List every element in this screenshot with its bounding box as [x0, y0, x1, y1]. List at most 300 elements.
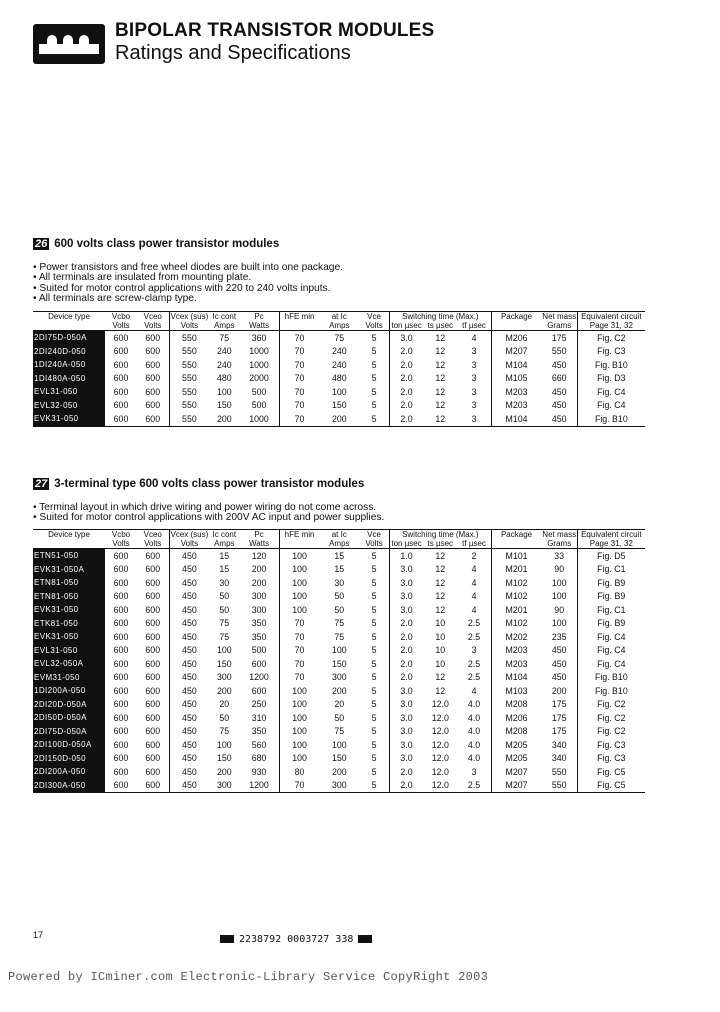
cell-ton: 2.0 [389, 399, 423, 413]
cell-hfe-min: 70 [279, 345, 319, 359]
cell-device-type: 2DI75D-050A [33, 725, 105, 739]
cell-ton: 2.0 [389, 671, 423, 685]
cell-at-ic: 200 [331, 766, 347, 777]
col-header-net-mass: Net mass [542, 312, 577, 321]
cell-pc: 600 [251, 685, 267, 696]
cell-mass: 90 [554, 604, 565, 615]
table-row [33, 684, 645, 698]
cell-tf: 3 [471, 766, 477, 777]
cell-package: M102 [491, 617, 541, 631]
cell-device-type: ETN51-050 [33, 549, 105, 563]
cell-ts: 10 [435, 658, 446, 669]
cell-package: M102 [491, 590, 541, 604]
bullet: • All terminals are insulated from mounting plate. [33, 273, 683, 283]
cell-device-type: ETN81-050 [33, 590, 105, 604]
cell-vceo: 600 [145, 658, 161, 669]
cell-device-type: EVL32-050 [33, 399, 105, 413]
cell-hfe-min: 100 [279, 603, 319, 617]
cell-at-ic: 15 [334, 564, 345, 575]
col-header-equivalent-circuit: Equivalent circuit [578, 530, 645, 540]
cell-ic: 50 [219, 604, 230, 615]
cell-vcex: 450 [169, 603, 209, 617]
cell-tf: 4.0 [467, 699, 481, 710]
cell-hfe-min: 70 [279, 399, 319, 413]
section-2-title: 3-terminal type 600 volts class power transistor modules [54, 478, 365, 490]
cell-ton: 3.0 [389, 603, 423, 617]
table-row [33, 358, 645, 372]
cell-pc: 300 [251, 604, 267, 615]
cell-mass: 175 [551, 332, 567, 343]
col-header-at-ic: at Ic [319, 312, 359, 322]
cell-ic: 200 [216, 766, 232, 777]
cell-package: M203 [491, 644, 541, 658]
cell-package: M201 [491, 603, 541, 617]
table-row [33, 644, 645, 658]
cell-mass: 175 [551, 699, 567, 710]
cell-pc: 200 [251, 577, 267, 588]
cell-hfe-min: 70 [279, 412, 319, 426]
cell-vcex: 450 [169, 711, 209, 725]
cell-equivalent-circuit: Fig. C2 [578, 725, 645, 739]
cell-vce: 5 [371, 332, 377, 343]
cell-vceo: 600 [145, 386, 161, 397]
cell-vce: 5 [371, 386, 377, 397]
cell-at-ic: 200 [331, 685, 347, 696]
cell-vcbo: 600 [113, 577, 129, 588]
cell-at-ic: 200 [319, 412, 359, 426]
cell-package: M101 [491, 549, 541, 563]
cell-mass: 100 [551, 618, 567, 629]
cell-hfe-min: 70 [279, 779, 319, 793]
section-2-heading [33, 478, 364, 490]
col-unit-pc: Watts [239, 321, 279, 331]
cell-ic: 100 [216, 739, 232, 750]
cell-mass: 235 [551, 631, 567, 642]
cell-vcbo: 600 [113, 645, 129, 656]
cell-vcbo: 600 [113, 591, 129, 602]
cell-ic: 75 [219, 618, 230, 629]
cell-ts: 12 [435, 359, 446, 370]
cell-tf: 4 [471, 564, 477, 575]
cell-package: M205 [491, 752, 541, 766]
cell-ton: 3.0 [389, 752, 423, 766]
cell-package: M201 [491, 563, 541, 577]
cell-ic: 30 [219, 577, 230, 588]
cell-ts: 12 [435, 564, 446, 575]
col-unit-vceo: Volts [137, 539, 169, 549]
cell-hfe-min: 70 [279, 630, 319, 644]
cell-vceo: 600 [145, 685, 161, 696]
cell-device-type: 2DI50D-050A [33, 711, 105, 725]
section-1-title: 600 volts class power transistor modules [54, 238, 280, 250]
cell-vce: 5 [371, 346, 377, 357]
cell-ic: 150 [216, 400, 232, 411]
cell-pc: 1200 [249, 672, 269, 683]
cell-hfe-min: 100 [279, 684, 319, 698]
cell-vce: 5 [371, 672, 377, 683]
cell-at-ic: 150 [331, 400, 347, 411]
table-row [33, 698, 645, 712]
cell-device-type: 2DI75D-050A [33, 331, 105, 345]
cell-ts: 12 [435, 386, 446, 397]
col-header-device-type: Device type [33, 530, 105, 540]
table-row [33, 372, 645, 386]
cell-equivalent-circuit: Fig. D3 [578, 372, 645, 386]
cell-vce: 5 [371, 359, 377, 370]
cell-device-type: EVK31-050 [33, 603, 105, 617]
cell-equivalent-circuit: Fig. C3 [578, 738, 645, 752]
cell-pc: 500 [251, 386, 267, 397]
cell-vcex: 550 [169, 385, 209, 399]
col-unit-at-ic: Amps [319, 321, 359, 331]
cell-device-type: EVM31-050 [33, 671, 105, 685]
barcode-line [215, 934, 377, 945]
page-subtitle: Ratings and Specifications [115, 42, 351, 64]
cell-device-type: 2DI200A-050 [33, 765, 105, 779]
cell-equivalent-circuit: Fig. C4 [578, 399, 645, 413]
cell-pc: 1000 [239, 412, 279, 426]
cell-device-type: 1DI240A-050 [33, 358, 105, 372]
table-row [33, 630, 645, 644]
cell-at-ic: 75 [334, 332, 345, 343]
cell-ts: 12.0 [423, 779, 457, 793]
cell-vce: 5 [371, 564, 377, 575]
cell-pc: 500 [251, 645, 267, 656]
col-header-ic: Ic cont [209, 530, 239, 540]
cell-equivalent-circuit: Fig. B9 [578, 576, 645, 590]
cell-pc: 600 [251, 658, 267, 669]
col-header-at-ic: at Ic [319, 530, 359, 540]
cell-vce: 5 [371, 591, 377, 602]
table-row [33, 711, 645, 725]
footer-copyright: Powered by ICminer.com Electronic-Library Service CopyRight 2003 [8, 970, 489, 984]
cell-mass: 100 [551, 577, 567, 588]
col-unit-equivalent-circuit: Page 31, 32 [578, 539, 645, 549]
cell-vcbo: 600 [113, 739, 129, 750]
cell-vceo: 600 [145, 699, 161, 710]
col-header-hfe-min: hFE min [279, 530, 319, 540]
cell-device-type: 2DI240D-050 [33, 345, 105, 359]
cell-ic: 50 [219, 712, 230, 723]
cell-mass: 450 [551, 672, 567, 683]
cell-vce: 5 [371, 631, 377, 642]
cell-package: M203 [491, 399, 541, 413]
cell-mass: 450 [551, 386, 567, 397]
cell-hfe-min: 100 [279, 698, 319, 712]
col-unit-equivalent-circuit: Page 31, 32 [578, 321, 645, 331]
cell-ic: 150 [216, 753, 232, 764]
cell-tf: 2.5 [467, 618, 481, 629]
cell-device-type: 2DI20D-050A [33, 698, 105, 712]
cell-at-ic: 300 [319, 779, 359, 793]
cell-at-ic: 100 [331, 645, 347, 656]
col-unit-tf: tf µsec [457, 321, 491, 331]
cell-hfe-min: 100 [279, 711, 319, 725]
cell-ts: 12 [435, 604, 446, 615]
table-row [33, 549, 645, 563]
table-row [33, 603, 645, 617]
cell-tf: 4 [471, 685, 477, 696]
brand-logo [33, 24, 105, 64]
cell-ton: 2.0 [389, 372, 423, 386]
cell-equivalent-circuit: Fig. B9 [578, 617, 645, 631]
table-row [33, 617, 645, 631]
cell-ton: 2.0 [389, 765, 423, 779]
col-unit-vce: Volts [359, 539, 389, 549]
cell-vcbo: 600 [113, 699, 129, 710]
col-header-vceo: Vceo [137, 312, 169, 322]
col-header-hfe-min: hFE min [279, 312, 319, 322]
cell-mass: 450 [551, 645, 567, 656]
col-unit-package [491, 321, 541, 331]
cell-ton: 3.0 [389, 563, 423, 577]
col-unit-hfe-min [279, 539, 319, 549]
cell-ts: 12 [435, 591, 446, 602]
col-header-equivalent-circuit: Equivalent circuit [578, 312, 645, 322]
cell-vceo: 600 [145, 332, 161, 343]
cell-device-type: 2DI300A-050 [33, 779, 105, 793]
cell-hfe-min: 70 [279, 358, 319, 372]
cell-ton: 3.0 [389, 684, 423, 698]
cell-at-ic: 50 [334, 712, 345, 723]
cell-package: M208 [491, 725, 541, 739]
cell-vcbo: 600 [113, 550, 129, 561]
cell-ic: 75 [219, 332, 230, 343]
cell-pc: 680 [251, 753, 267, 764]
cell-tf: 4 [471, 332, 477, 343]
cell-pc: 360 [251, 332, 267, 343]
cell-vcbo: 600 [113, 672, 129, 683]
cell-vceo: 600 [145, 766, 161, 777]
cell-vce: 5 [359, 779, 389, 793]
cell-ton: 2.0 [389, 779, 423, 793]
col-header-device-type: Device type [33, 312, 105, 322]
section-2-number: 27 [35, 478, 48, 490]
table-row [33, 657, 645, 671]
cell-at-ic: 50 [334, 604, 345, 615]
cell-package: M206 [491, 331, 541, 345]
cell-vcex: 450 [169, 630, 209, 644]
col-unit-ic: Amps [209, 539, 239, 549]
cell-ton: 3.0 [389, 711, 423, 725]
cell-equivalent-circuit: Fig. B10 [578, 358, 645, 372]
table-row [33, 576, 645, 590]
cell-vcex: 450 [169, 725, 209, 739]
cell-vceo: 600 [137, 412, 169, 426]
col-unit-ton: ton µsec [389, 321, 423, 331]
cell-vcex: 450 [169, 698, 209, 712]
cell-ts: 12.0 [431, 699, 449, 710]
cell-package: M105 [491, 372, 541, 386]
cell-vce: 5 [371, 618, 377, 629]
cell-equivalent-circuit: Fig. C5 [578, 779, 645, 793]
cell-device-type: EVK31-050 [33, 412, 105, 426]
col-unit-at-ic: Amps [319, 539, 359, 549]
cell-vceo: 600 [145, 726, 161, 737]
cell-mass: 175 [551, 712, 567, 723]
cell-mass: 175 [551, 726, 567, 737]
cell-ts: 10 [435, 631, 446, 642]
cell-pc: 2000 [249, 373, 269, 384]
cell-vcex: 550 [169, 399, 209, 413]
cell-ton: 3.0 [389, 725, 423, 739]
cell-ton: 2.0 [389, 657, 423, 671]
cell-at-ic: 75 [334, 726, 345, 737]
bullet: • Suited for motor control applications with 200V AC input and power supplies. [33, 513, 683, 523]
col-unit-ic: Amps [209, 321, 239, 331]
cell-tf: 4.0 [467, 712, 481, 723]
cell-ton: 2.0 [389, 385, 423, 399]
col-header-ic: Ic cont [209, 312, 239, 322]
cell-pc: 350 [251, 618, 267, 629]
col-unit-device-type [33, 321, 105, 331]
cell-ton: 3.0 [389, 738, 423, 752]
cell-vcex: 450 [169, 576, 209, 590]
cell-mass: 550 [551, 346, 567, 357]
cell-vcex: 550 [169, 412, 209, 426]
cell-equivalent-circuit: Fig. B10 [578, 671, 645, 685]
cell-hfe-min: 100 [279, 563, 319, 577]
cell-tf: 4.0 [467, 753, 481, 764]
cell-pc: 1000 [249, 346, 269, 357]
cell-equivalent-circuit: Fig. C4 [578, 644, 645, 658]
cell-vceo: 600 [145, 645, 161, 656]
col-unit-vce: Volts [359, 321, 389, 331]
cell-tf: 2.5 [467, 631, 481, 642]
table-row [33, 765, 645, 779]
cell-mass: 100 [551, 591, 567, 602]
cell-pc: 350 [251, 631, 267, 642]
cell-vcex: 450 [169, 738, 209, 752]
cell-ts: 12.0 [431, 712, 449, 723]
cell-vcbo: 600 [113, 658, 129, 669]
cell-device-type: ETN81-050 [33, 576, 105, 590]
cell-mass: 340 [551, 753, 567, 764]
cell-vceo: 600 [145, 591, 161, 602]
table-row [33, 563, 645, 577]
cell-hfe-min: 70 [279, 617, 319, 631]
col-header-pc: Pc [239, 312, 279, 322]
cell-ic: 75 [219, 726, 230, 737]
cell-ts: 12 [435, 672, 446, 683]
cell-ts: 12 [435, 400, 446, 411]
col-unit-mass: Grams [541, 321, 577, 331]
cell-ton: 1.0 [389, 549, 423, 563]
cell-ic: 240 [216, 346, 232, 357]
cell-mass: 550 [551, 766, 567, 777]
cell-ic: 100 [216, 645, 232, 656]
cell-vceo: 600 [145, 604, 161, 615]
cell-mass: 660 [551, 373, 567, 384]
col-unit-vcex: Volts [169, 539, 209, 549]
cell-vcex: 450 [169, 752, 209, 766]
cell-package: M207 [491, 345, 541, 359]
cell-device-type: EVK31-050 [33, 630, 105, 644]
cell-hfe-min: 100 [279, 725, 319, 739]
cell-device-type: EVL31-050 [33, 644, 105, 658]
bullet: • Suited for motor control applications with 220 to 240 volts inputs. [33, 284, 683, 294]
cell-tf: 2.5 [467, 672, 481, 683]
cell-vcex: 550 [169, 358, 209, 372]
section-2-table [33, 529, 645, 793]
cell-package: M202 [491, 630, 541, 644]
col-unit-ts: ts µsec [423, 321, 457, 331]
cell-equivalent-circuit: Fig. C2 [578, 711, 645, 725]
barcode-text: 2238792 0003727 338 [239, 934, 354, 945]
section-1-bullets [33, 263, 683, 305]
col-header-vce: Vce [359, 312, 389, 322]
cell-pc: 300 [251, 591, 267, 602]
cell-pc: 350 [251, 726, 267, 737]
cell-ic: 300 [216, 672, 232, 683]
cell-equivalent-circuit: Fig. D5 [578, 549, 645, 563]
cell-ts: 12 [423, 412, 457, 426]
cell-ts: 10 [435, 618, 446, 629]
cell-ts: 10 [435, 645, 446, 656]
cell-vcex: 550 [169, 331, 209, 345]
col-header-vcex: Vcex (sus) [170, 312, 209, 321]
cell-equivalent-circuit: Fig. C3 [578, 345, 645, 359]
cell-vce: 5 [371, 645, 377, 656]
cell-package: M103 [491, 684, 541, 698]
cell-hfe-min: 80 [279, 765, 319, 779]
cell-ic: 200 [216, 685, 232, 696]
cell-package: M207 [491, 765, 541, 779]
cell-vce: 5 [371, 685, 377, 696]
cell-pc: 930 [251, 766, 267, 777]
section-1-heading [33, 238, 279, 250]
cell-ts: 12 [435, 550, 446, 561]
cell-vceo: 600 [145, 739, 161, 750]
cell-ton: 3.0 [389, 590, 423, 604]
table-row [33, 752, 645, 766]
cell-tf: 4.0 [467, 739, 481, 750]
col-header-vcex: Vcex (sus) [170, 530, 209, 539]
col-unit-pc: Watts [239, 539, 279, 549]
table-row [33, 779, 645, 793]
cell-ton: 2.0 [389, 630, 423, 644]
section-2-bullets [33, 503, 683, 524]
cell-pc: 200 [251, 564, 267, 575]
col-header-pc: Pc [239, 530, 279, 540]
cell-ts: 12 [435, 685, 446, 696]
cell-package: M206 [491, 711, 541, 725]
section-1-table [33, 311, 645, 427]
cell-at-ic: 150 [331, 658, 347, 669]
cell-vcex: 450 [169, 644, 209, 658]
cell-ic: 50 [219, 591, 230, 602]
cell-at-ic: 20 [334, 699, 345, 710]
cell-hfe-min: 100 [279, 549, 319, 563]
cell-vce: 5 [371, 726, 377, 737]
col-header-package: Package [491, 530, 541, 540]
cell-ic: 75 [219, 631, 230, 642]
cell-ton: 3.0 [389, 698, 423, 712]
cell-vceo: 600 [145, 564, 161, 575]
cell-vcbo: 600 [113, 373, 129, 384]
page-number: 17 [33, 930, 44, 940]
cell-vcbo: 600 [113, 346, 129, 357]
bullet: • Power transistors and free wheel diodes are built into one package. [33, 263, 683, 273]
cell-tf: 4 [471, 604, 477, 615]
cell-tf: 4 [471, 577, 477, 588]
cell-package: M104 [491, 412, 541, 426]
cell-at-ic: 300 [331, 672, 347, 683]
cell-equivalent-circuit: Fig. C1 [578, 563, 645, 577]
cell-equivalent-circuit: Fig. C2 [578, 698, 645, 712]
cell-at-ic: 75 [334, 631, 345, 642]
cell-hfe-min: 100 [279, 752, 319, 766]
